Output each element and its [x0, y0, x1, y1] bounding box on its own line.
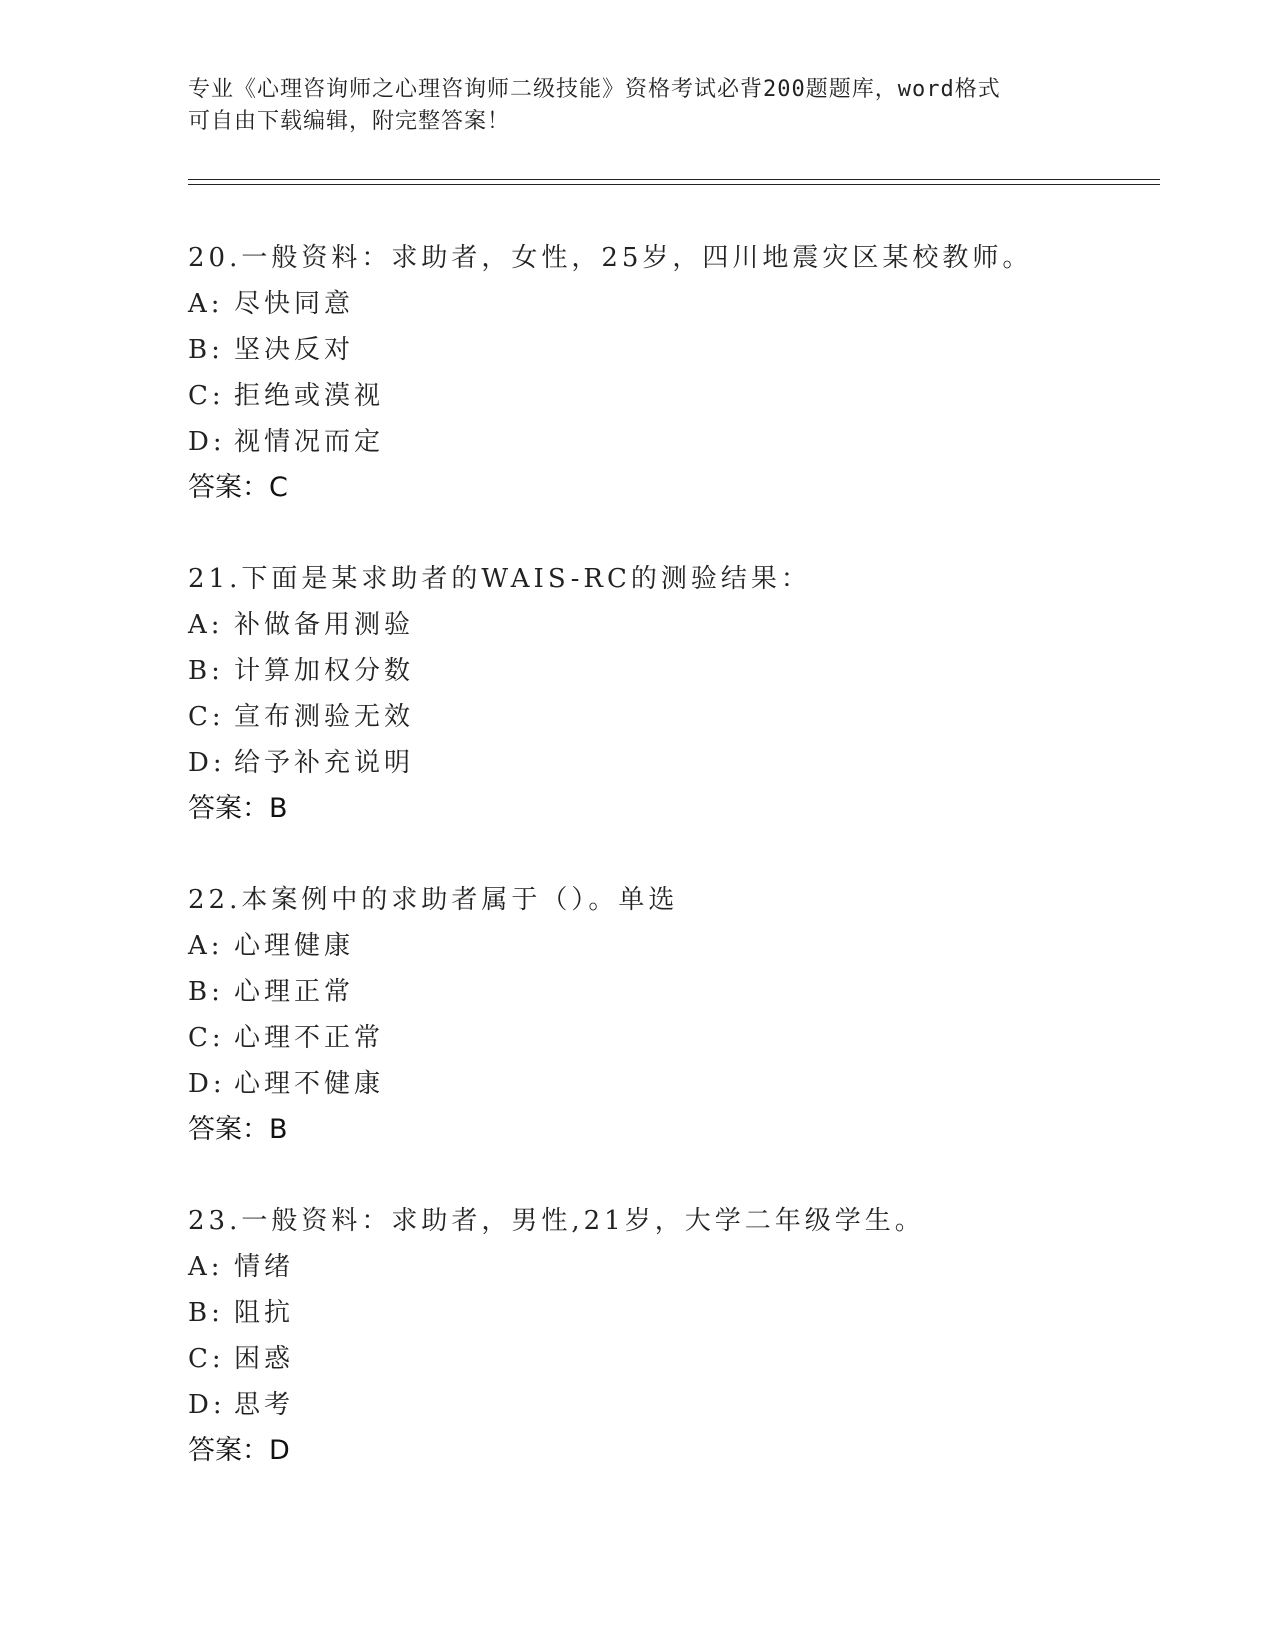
- question-20: [188, 235, 1148, 511]
- header-line-1: 专业《心理咨询师之心理咨询师二级技能》资格考试必背200题题库，word格式: [188, 77, 1001, 102]
- option-key: C:: [188, 702, 225, 732]
- answer-line: 答案：B: [188, 793, 288, 824]
- option-text: 心理健康: [234, 931, 355, 961]
- header-divider-top: [188, 179, 1160, 180]
- question-21: [188, 556, 1148, 832]
- option-key: B:: [188, 977, 224, 1007]
- question-stem: 22.本案例中的求助者属于（）。单选: [188, 885, 679, 915]
- option-text: 尽快同意: [234, 289, 355, 319]
- option-text: 心理不健康: [234, 1069, 385, 1099]
- option-c: [188, 694, 1148, 740]
- option-key: A:: [188, 289, 224, 319]
- option-d: [188, 1061, 1148, 1107]
- question-22: [188, 877, 1148, 1153]
- option-text: 心理不正常: [234, 1023, 385, 1053]
- question-stem: 21.下面是某求助者的WAIS-RC的测验结果：: [188, 564, 811, 594]
- option-key: B:: [188, 335, 224, 365]
- option-key: B:: [188, 656, 224, 686]
- option-c: [188, 1336, 1148, 1382]
- question-stem: 23.一般资料：求助者，男性,21岁，大学二年级学生。: [188, 1206, 925, 1236]
- option-d: [188, 740, 1148, 786]
- document-header: [188, 74, 1088, 138]
- option-a: [188, 281, 1148, 327]
- option-text: 计算加权分数: [234, 656, 415, 686]
- option-key: D:: [188, 427, 226, 457]
- option-key: D:: [188, 1069, 226, 1099]
- option-text: 心理正常: [234, 977, 355, 1007]
- option-a: [188, 602, 1148, 648]
- option-key: B:: [188, 1298, 224, 1328]
- option-b: [188, 327, 1148, 373]
- question-23: [188, 1198, 1148, 1474]
- option-c: [188, 373, 1148, 419]
- answer-line: 答案：D: [188, 1435, 290, 1466]
- option-b: [188, 969, 1148, 1015]
- option-key: A:: [188, 1252, 224, 1282]
- option-text: 情绪: [234, 1252, 295, 1282]
- option-text: 思考: [234, 1390, 295, 1420]
- option-text: 拒绝或漠视: [234, 381, 385, 411]
- option-text: 补做备用测验: [234, 610, 415, 640]
- option-a: [188, 1244, 1148, 1290]
- option-text: 宣布测验无效: [234, 702, 415, 732]
- option-key: C:: [188, 1344, 225, 1374]
- option-c: [188, 1015, 1148, 1061]
- option-key: D:: [188, 1390, 226, 1420]
- option-a: [188, 923, 1148, 969]
- header-divider-bottom: [188, 184, 1160, 185]
- option-text: 视情况而定: [234, 427, 385, 457]
- option-key: C:: [188, 381, 225, 411]
- option-text: 给予补充说明: [234, 748, 415, 778]
- option-text: 阻抗: [234, 1298, 295, 1328]
- option-key: C:: [188, 1023, 225, 1053]
- option-d: [188, 1382, 1148, 1428]
- option-key: A:: [188, 931, 224, 961]
- answer-line: 答案：C: [188, 472, 288, 503]
- option-key: A:: [188, 610, 224, 640]
- header-line-2: 可自由下载编辑，附完整答案！: [188, 109, 511, 134]
- question-stem: 20.一般资料：求助者，女性，25岁，四川地震灾区某校教师。: [188, 243, 1033, 273]
- option-b: [188, 1290, 1148, 1336]
- option-text: 困惑: [234, 1344, 295, 1374]
- option-b: [188, 648, 1148, 694]
- option-key: D:: [188, 748, 226, 778]
- option-text: 坚决反对: [234, 335, 355, 365]
- option-d: [188, 419, 1148, 465]
- answer-line: 答案：B: [188, 1114, 288, 1145]
